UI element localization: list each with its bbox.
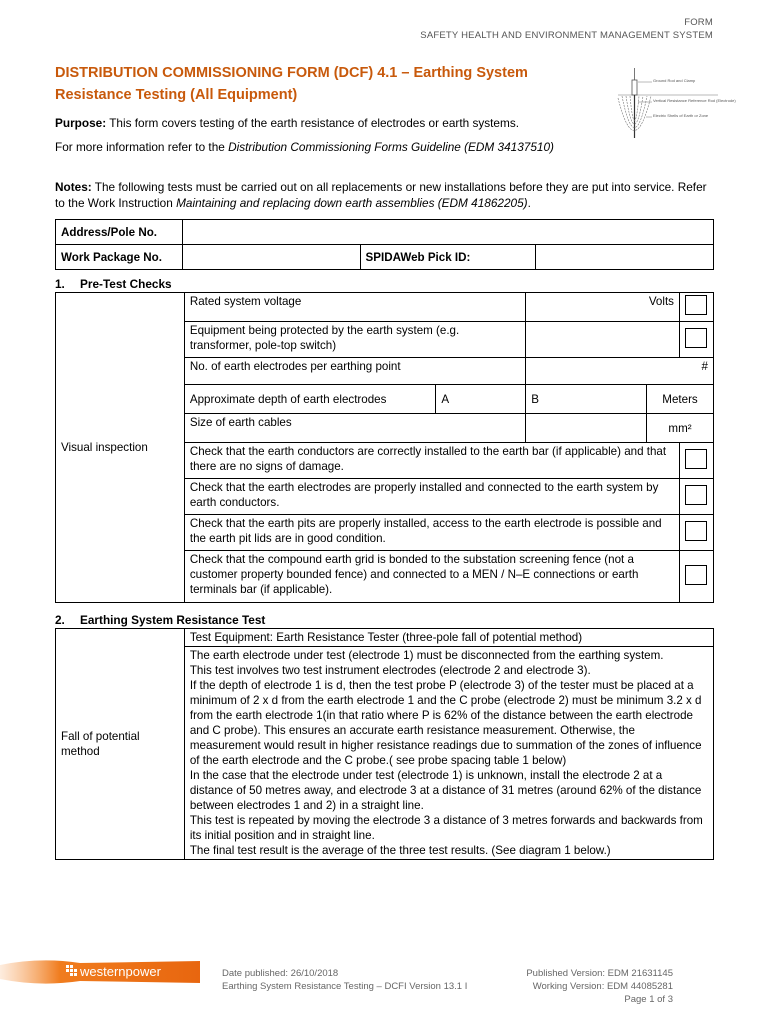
footer-left (222, 967, 467, 993)
mm2-unit: mm² (647, 414, 714, 443)
brand-name: westernpower (80, 964, 161, 979)
footer-right (526, 967, 673, 1006)
notes-end: . (527, 196, 531, 210)
spidaweb-label: SPIDAWeb Pick ID: (360, 245, 536, 270)
management-system-label: SAFETY HEALTH AND ENVIRONMENT MANAGEMENT SYSTEM (420, 30, 713, 41)
test-equipment-label: Test Equipment: Earth Resistance Tester (three-pole fall of potential method) (184, 629, 713, 647)
work-package-label: Work Package No. (56, 245, 183, 270)
rated-voltage-label: Rated system voltage (184, 293, 525, 322)
notes-paragraph (55, 179, 715, 211)
title-line-2: Resistance Testing (All Equipment) (55, 87, 298, 103)
equipment-protected-checkbox[interactable] (685, 328, 707, 348)
electrode-count-hash[interactable]: # (526, 358, 714, 385)
procedure-paragraph-6: The final test result is the average of the three test results. (See diagram 1 below.) (189, 844, 611, 857)
section-2-number: 2. (55, 613, 65, 627)
meters-unit: Meters (647, 385, 714, 414)
procedure-paragraph-5: This test is repeated by moving the electrode 3 a distance of 3 metres forwards and backwards from its initial position and in straight line. (189, 814, 703, 842)
procedure-paragraph-4: In the case that the electrode under test (electrode 1) is unknown, install the electrode 2 at a distance of 50 metres away, and electrode 3 at a distance of 31 metres (around 62% of the distance between electrodes 1 and 2) in a straight line. (189, 769, 702, 812)
section-2-heading (55, 613, 265, 627)
section-1-number: 1. (55, 277, 65, 291)
earth-conductors-checkbox[interactable] (685, 449, 707, 469)
earth-pits-checkbox[interactable] (685, 521, 707, 541)
check-earth-conductors: Check that the earth conductors are correctly installed to the earth bar (if applicable) and that there are no signs of damage. (184, 443, 679, 479)
resistance-test-table (55, 628, 714, 860)
address-input[interactable] (182, 220, 713, 245)
check-earth-electrodes: Check that the earth electrodes are properly installed and connected to the earth system by earth conductors. (184, 479, 679, 515)
work-package-input[interactable] (182, 245, 360, 270)
volts-unit[interactable]: Volts (526, 293, 680, 322)
notes-text: The following tests must be carried out on all replacements or new installations before they are put into service. Refer to the Work Instruction (55, 180, 707, 210)
equipment-protected-label: Equipment being protected by the earth system (e.g. transformer, pole-top switch) (184, 322, 525, 358)
visual-inspection-label: Visual inspection (56, 293, 185, 603)
form-label: FORM (684, 17, 713, 28)
section-2-title: Earthing System Resistance Test (80, 613, 266, 627)
guideline-reference: Distribution Commissioning Forms Guideline (EDM 34137510) (228, 140, 554, 154)
depth-a-input[interactable]: A (436, 385, 526, 414)
working-version: Working Version: EDM 44085281 (532, 981, 673, 992)
earth-electrodes-checkbox[interactable] (685, 485, 707, 505)
rated-voltage-checkbox[interactable] (685, 295, 707, 315)
more-info-text: For more information refer to the (55, 140, 229, 154)
diagram-label-ground-rod: Ground Rod and Clamp (653, 78, 696, 83)
check-earth-pits: Check that the earth pits are properly installed, access to the earth electrode is possible and the earth pit lids are in good condition. (184, 515, 679, 551)
fall-of-potential-label: Fall of potential method (56, 629, 185, 860)
document-header (420, 16, 713, 42)
diagram-label-reference-rod: Vertical Resistance Reference Rod (Electrode) (653, 98, 736, 103)
pre-test-checks-table (55, 292, 714, 603)
procedure-paragraph-2: This test involves two test instrument electrodes (electrode 2 and electrode 3). (189, 664, 591, 677)
title-line-1: DISTRIBUTION COMMISSIONING FORM (DCF) 4.1 – Earthing System (55, 65, 528, 81)
page-number: Page 1 of 3 (624, 994, 673, 1005)
depth-label: Approximate depth of earth electrodes (184, 385, 436, 414)
spidaweb-input[interactable] (536, 245, 714, 270)
section-1-title: Pre-Test Checks (80, 277, 172, 291)
job-info-table (55, 219, 714, 270)
compound-earth-grid-checkbox[interactable] (685, 565, 707, 585)
purpose-text: This form covers testing of the earth resistance of electrodes or earth systems. (106, 116, 519, 130)
diagram-label-electric-shells: Electric Shells of Earth or Zone (653, 113, 709, 118)
notes-label: Notes: (55, 180, 92, 194)
electrode-count-label: No. of earth electrodes per earthing point (184, 358, 525, 385)
purpose-paragraph (55, 115, 715, 131)
footer-doc-title: Earthing System Resistance Testing – DCFI Version 13.1 I (222, 981, 468, 992)
check-compound-earth-grid: Check that the compound earth grid is bonded to the substation screening fence (not a customer property bounded fence) and connected to a MEN / N–E connections or earth terminals bar (if applicable). (184, 551, 679, 603)
test-procedure (184, 647, 713, 860)
document-title (55, 62, 575, 106)
address-label: Address/Pole No. (56, 220, 183, 245)
purpose-label: Purpose: (55, 116, 107, 130)
section-1-heading (55, 277, 172, 291)
cable-size-input[interactable] (526, 414, 647, 443)
more-info-paragraph (55, 139, 715, 155)
depth-b-input[interactable]: B (526, 385, 647, 414)
date-published: Date published: 26/10/2018 (222, 968, 339, 979)
equipment-protected-input[interactable] (526, 322, 680, 358)
western-power-logo (0, 955, 200, 987)
work-instruction-reference: Maintaining and replacing down earth assemblies (EDM 41862205) (176, 196, 528, 210)
procedure-paragraph-3: If the depth of electrode 1 is d, then the test probe P (electrode 3) of the tester must be placed at a minimum of 2 x d from the earth electrode 1 and the C probe (electrode 2) must be minimum 3.2 x d from the earth electrode 1(in that ratio where P is 62% of the distance between the earth electrode and C probe). This ensures an accurate earth resistance measurement. Otherwise, the measurement would result in higher resistance readings due to summation of the zones of influence of the earth electrode and the C probe.( see probe spacing table 1 below) (189, 679, 702, 767)
published-version: Published Version: EDM 21631145 (526, 968, 673, 979)
procedure-paragraph-1: The earth electrode under test (electrode 1) must be disconnected from the earthing system. (189, 649, 664, 662)
cable-size-label: Size of earth cables (184, 414, 525, 443)
